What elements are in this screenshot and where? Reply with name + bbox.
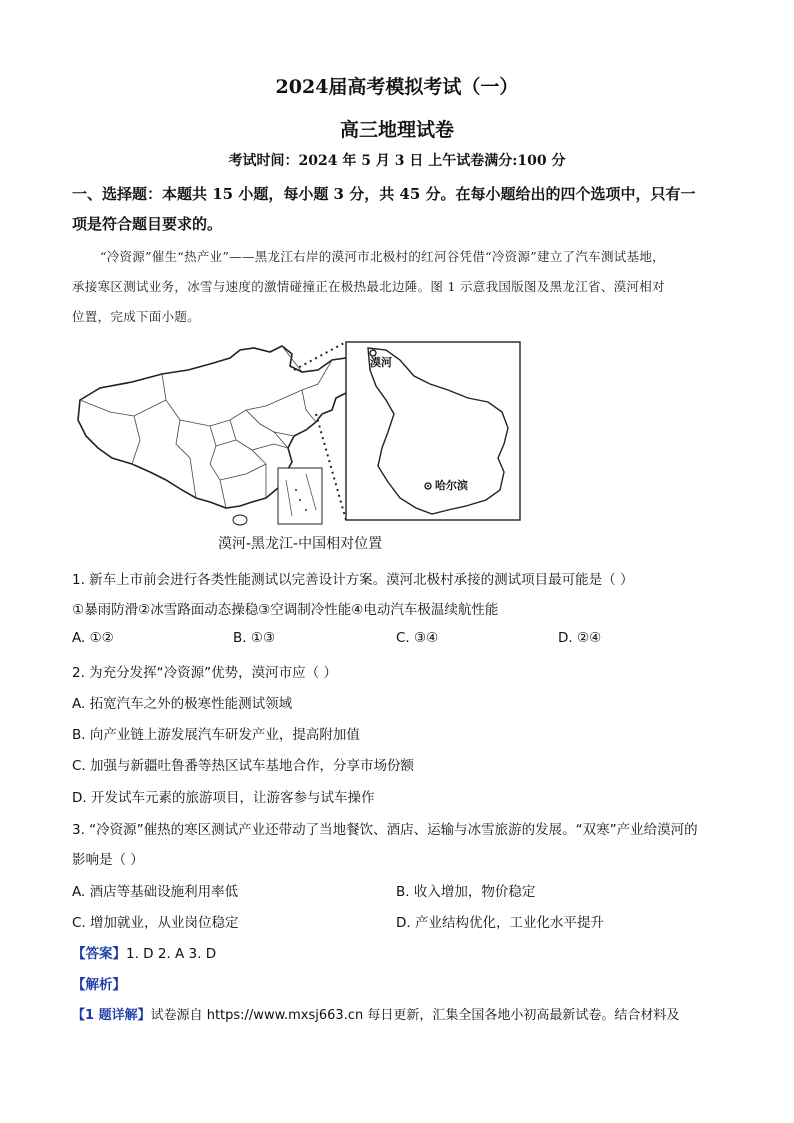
- q3-option-b[interactable]: B. 收入增加，物价稳定: [396, 884, 536, 900]
- q2-option-c[interactable]: C. 加强与新疆吐鲁番等热区试车基地合作，分享市场份额: [72, 758, 415, 774]
- q1-option-a[interactable]: A. ①②: [72, 630, 114, 646]
- q1-option-c[interactable]: C. ③④: [396, 630, 439, 646]
- q1-option-d[interactable]: D. ②④: [558, 630, 602, 646]
- map-caption: 漠河-黑龙江-中国相对位置: [218, 536, 383, 552]
- exam-subtitle: 高三地理试卷: [339, 119, 454, 141]
- q2-stem: 2. 为充分发挥“冷资源”优势，漠河市应（ ）: [72, 665, 337, 681]
- answer-line: [72, 942, 216, 962]
- south-sea-inset: [278, 468, 322, 524]
- answer-values: 1. D 2. A 3. D: [126, 946, 217, 962]
- section-heading-line1: 一、选择题：本题共 15 小题，每小题 3 分，共 45 分。在每小题给出的四个选项中，只有一: [72, 185, 696, 203]
- map-label-harbin: 哈尔滨: [435, 479, 468, 492]
- exam-title: 2024届高考模拟考试（一）: [275, 76, 519, 98]
- q2-option-b[interactable]: B. 向产业链上游发展汽车研发产业，提高附加值: [72, 727, 360, 743]
- passage-line3: 位置，完成下面小题。: [72, 309, 201, 324]
- exam-info: 考试时间：2024 年 5 月 3 日 上午试卷满分:100 分: [228, 153, 566, 169]
- hainan-island: [233, 515, 247, 525]
- map-label-mohe: 漠河: [370, 356, 392, 369]
- q3-option-d[interactable]: D. 产业结构优化，工业化水平提升: [396, 915, 604, 931]
- q2-option-d[interactable]: D. 开发试车元素的旅游项目，让游客参与试车操作: [72, 790, 375, 806]
- q2-option-a[interactable]: A. 拓宽汽车之外的极寒性能测试领域: [72, 696, 293, 712]
- detail-line: [72, 1004, 679, 1023]
- q1-option-b[interactable]: B. ①③: [233, 630, 276, 646]
- detail-text: 试卷源自 https://www.mxsj663.cn 每日更新，汇集全国各地小初高最新试卷。结合材料及: [150, 1008, 680, 1023]
- analysis-tag: 【解析】: [72, 977, 126, 993]
- q3-stem-line2: 影响是（ ）: [72, 852, 144, 868]
- analysis-line: [72, 973, 126, 993]
- section-heading-line2: 项是符合题目要求的。: [72, 215, 223, 233]
- passage-line2: 承接寒区测试业务，冰雪与速度的激情碰撞正在极热最北边陲。图 1 示意我国版图及黑龙江省、漠河相对: [72, 279, 665, 294]
- q3-stem-line1: 3. “冷资源”催热的寒区测试产业还带动了当地餐饮、酒店、运输与冰雪旅游的发展。“双寒”产业给漠河的: [72, 822, 698, 838]
- q1-stem: 1. 新车上市前会进行各类性能测试以完善设计方案。漠河北极村承接的测试项目最可能是（ ）: [72, 572, 634, 588]
- passage-line1: “冷资源”催生“热产业”——黑龙江右岸的漠河市北极村的红河谷凭借“冷资源”建立了汽车测试基地，: [100, 249, 665, 264]
- q3-option-a[interactable]: A. 酒店等基础设施利用率低: [72, 884, 239, 900]
- map-figure: [70, 340, 530, 558]
- answer-tag: 【答案】: [72, 946, 126, 962]
- q3-option-c[interactable]: C. 增加就业，从业岗位稳定: [72, 915, 239, 931]
- q1-items: ①暴雨防滑②冰雪路面动态操稳③空调制冷性能④电动汽车极温续航性能: [72, 602, 499, 618]
- detail-tag: 【1 题详解】: [72, 1008, 151, 1023]
